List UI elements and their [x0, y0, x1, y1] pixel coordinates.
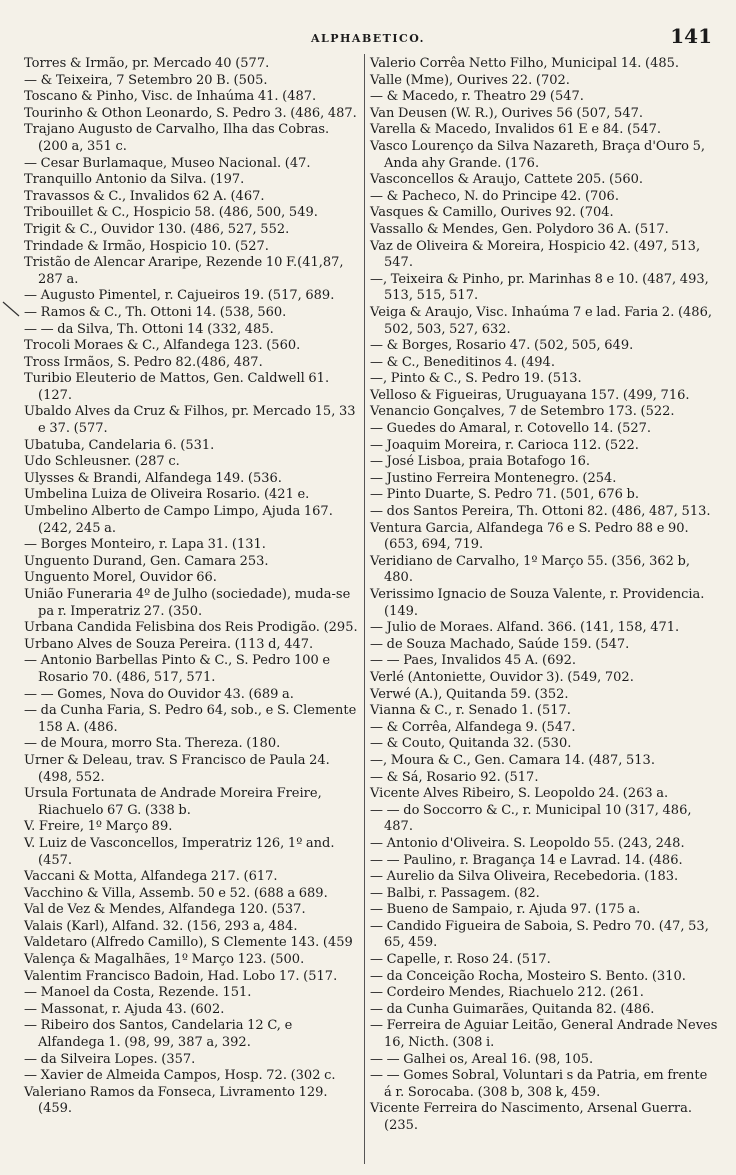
directory-entry: — Massonat, r. Ajuda 43. (602.: [24, 1001, 225, 1017]
margin-mark-icon: [2, 300, 20, 318]
directory-entry: V. Luiz de Vasconcellos, Imperatriz 126, 1º and. (457.: [24, 835, 335, 868]
directory-entry: Tross Irmãos, S. Pedro 82.(486, 487.: [24, 354, 263, 370]
directory-entry: — Ramos & C., Th. Ottoni 14. (538, 560.: [24, 304, 287, 320]
directory-entry: — Cesar Burlamaque, Museo Nacional. (47.: [24, 155, 311, 171]
directory-entry: Tranquillo Antonio da Silva. (197.: [24, 172, 245, 188]
directory-entry: Velloso & Figueiras, Uruguayana 157. (499, 716.: [370, 387, 690, 403]
directory-entry: Valeriano Ramos da Fonseca, Livramento 129. (459.: [24, 1084, 328, 1117]
directory-entry: — da Cunha Faria, S. Pedro 64, sob., e S. Clemente 158 A. (486.: [24, 703, 357, 735]
directory-entry: Trigit & C., Ouvidor 130. (486, 527, 552.: [24, 221, 290, 237]
directory-entry: Valle (Mme), Ourives 22. (702.: [370, 72, 570, 88]
directory-entry: Trocoli Moraes & C., Alfandega 123. (560.: [24, 338, 301, 354]
directory-entry: Turibio Eleuterio de Mattos, Gen. Caldwell 61. (127.: [24, 371, 330, 403]
directory-entry: — Xavier de Almeida Campos, Hosp. 72. (302 c.: [24, 1068, 336, 1084]
directory-entry: — — Paulino, r. Bragança 14 e Lavrad. 14. (486.: [370, 852, 683, 868]
directory-entry: — — da Silva, Th. Ottoni 14 (332, 485.: [24, 321, 274, 337]
directory-entry: — da Cunha Guimarães, Quitanda 82. (486.: [370, 1001, 655, 1017]
directory-entry: — de Moura, morro Sta. Thereza. (180.: [24, 736, 281, 752]
directory-entry: Tribouillet & C., Hospicio 58. (486, 500, 549.: [24, 205, 318, 221]
directory-entry: — & Teixeira, 7 Setembro 20 B. (505.: [24, 72, 268, 88]
directory-entry: Ventura Garcia, Alfandega 76 e S. Pedro 88 e 90. (653, 694, 719.: [370, 520, 689, 553]
directory-entry: Ursula Fortunata de Andrade Moreira Freire, Riachuelo 67 G. (338 b.: [24, 786, 322, 818]
directory-entry: — Justino Ferreira Montenegro. (254.: [370, 470, 617, 486]
directory-entry: — — Gomes, Nova do Ouvidor 43. (689 a.: [24, 686, 294, 702]
directory-entry: Vasques & Camillo, Ourives 92. (704.: [370, 205, 614, 221]
directory-entry: Urbana Candida Felisbina dos Reis Prodigão. (295.: [24, 620, 358, 636]
directory-entry: — Manoel da Costa, Rezende. 151.: [24, 985, 252, 1001]
column-divider: [364, 54, 365, 1164]
directory-entry: Umbelino Alberto de Campo Limpo, Ajuda 167. (242, 245 a.: [24, 504, 333, 536]
directory-entry: Vianna & C., r. Senado 1. (517.: [370, 703, 571, 719]
directory-entry: Ulysses & Brandi, Alfandega 149. (536.: [24, 470, 282, 486]
directory-entry: — Pinto Duarte, S. Pedro 71. (501, 676 b.: [370, 487, 639, 503]
directory-entry: — Candido Figueira de Saboia, S. Pedro 70. (47, 53, 65, 459.: [370, 918, 709, 951]
directory-entry: Vasco Lourenço da Silva Nazareth, Braça d'Ouro 5, Anda ahy Grande. (176.: [370, 138, 706, 171]
directory-entry: Urner & Deleau, trav. S Francisco de Paula 24. (498, 552.: [24, 752, 330, 785]
directory-entry: Torres & Irmão, pr. Mercado 40 (577.: [24, 56, 270, 71]
directory-entry: Valença & Magalhães, 1º Março 123. (500.: [24, 952, 305, 968]
directory-entry: — Augusto Pimentel, r. Cajueiros 19. (517, 689.: [24, 288, 335, 304]
directory-entry: — & Macedo, r. Theatro 29 (547.: [370, 89, 584, 105]
directory-entry: Valais (Karl), Alfand. 32. (156, 293 a, 484.: [24, 918, 298, 934]
directory-entry: — & Couto, Quitanda 32. (530.: [370, 736, 572, 752]
directory-entry: — Antonio Barbellas Pinto & C., S. Pedro 100 e Rosario 70. (486, 517, 571.: [24, 653, 331, 685]
directory-entry: — da Conceição Rocha, Mosteiro S. Bento. (310.: [370, 968, 686, 984]
directory-entry: — José Lisboa, praia Botafogo 16.: [370, 454, 591, 470]
directory-entry: Unguento Morel, Ouvidor 66.: [24, 570, 217, 586]
directory-entry: Ubaldo Alves da Cruz & Filhos, pr. Mercado 15, 33 e 37. (577.: [24, 404, 356, 437]
directory-entry: Tourinho & Othon Leonardo, S. Pedro 3. (486, 487.: [24, 105, 357, 121]
page-number: 141: [670, 24, 712, 48]
directory-entry: Venancio Gonçalves, 7 de Setembro 173. (522.: [370, 404, 675, 420]
directory-entry: Valentim Francisco Badoin, Had. Lobo 17. (517.: [24, 968, 338, 984]
directory-entry: Toscano & Pinho, Visc. de Inhaúma 41. (487.: [24, 89, 317, 105]
directory-entry: V. Freire, 1º Março 89.: [24, 819, 173, 835]
directory-entry: Trindade & Irmão, Hospicio 10. (527.: [24, 238, 269, 254]
directory-entry: Val de Vez & Mendes, Alfandega 120. (537.: [24, 902, 306, 918]
directory-entry: — & Corrêa, Alfandega 9. (547.: [370, 719, 576, 735]
directory-entry: Vacchino & Villa, Assemb. 50 e 52. (688 a 689.: [24, 885, 328, 901]
directory-entry: União Funeraria 4º de Julho (sociedade), muda-se pa r. Imperatriz 27. (350.: [24, 587, 351, 619]
directory-entry: Varella & Macedo, Invalidos 61 E e 84. (547.: [370, 122, 662, 138]
directory-entry: — — Gomes Sobral, Voluntari s da Patria, em frente á r. Sorocaba. (308 b, 308 k, 459.: [370, 1068, 708, 1100]
directory-entry: — Ferreira de Aguiar Leitão, General Andrade Neves 16, Nicth. (308 i.: [370, 1018, 718, 1051]
directory-entry: —, Teixeira & Pinho, pr. Marinhas 8 e 10. (487, 493, 513, 515, 517.: [370, 271, 709, 304]
directory-entry: Umbelina Luiza de Oliveira Rosario. (421 e.: [24, 487, 310, 503]
directory-entry: Udo Schleusner. (287 c.: [24, 454, 180, 470]
directory-entry: — — do Soccorro & C., r. Municipal 10 (317, 486, 487.: [370, 802, 692, 835]
directory-entry: Veiga & Araujo, Visc. Inhaúma 7 e lad. Faria 2. (486, 502, 503, 527, 632.: [370, 304, 712, 337]
page-header: [0, 8, 736, 48]
directory-entry: — & C., Beneditinos 4. (494.: [370, 354, 555, 370]
directory-entry: Valerio Corrêa Netto Filho, Municipal 14. (485.: [370, 56, 680, 71]
directory-entry: —, Moura & C., Gen. Camara 14. (487, 513.: [370, 752, 655, 768]
directory-entry: Van Deusen (W. R.), Ourives 56 (507, 547.: [370, 105, 644, 121]
directory-entry: Trajano Augusto de Carvalho, Ilha das Cobras. (200 a, 351 c.: [24, 122, 330, 154]
directory-entry: Verlé (Antoniette, Ouvidor 3). (549, 702.: [370, 669, 634, 685]
directory-entry: — Ribeiro dos Santos, Candelaria 12 C, e Alfandega 1. (98, 99, 387 a, 392.: [24, 1018, 293, 1051]
directory-entry: —, Pinto & C., S. Pedro 19. (513.: [370, 371, 582, 387]
directory-entry: — da Silveira Lopes. (357.: [24, 1051, 196, 1067]
directory-entry: — Borges Monteiro, r. Lapa 31. (131.: [24, 537, 266, 553]
directory-entry: — Antonio d'Oliveira. S. Leopoldo 55. (243, 248.: [370, 835, 685, 851]
directory-entry: Vassallo & Mendes, Gen. Polydoro 36 A. (517.: [370, 221, 669, 237]
directory-entry: — Julio de Moraes. Alfand. 366. (141, 158, 471.: [370, 620, 680, 636]
directory-entry: Ubatuba, Candelaria 6. (531.: [24, 437, 215, 453]
directory-entry: Veridiano de Carvalho, 1º Março 55. (356, 362 b, 480.: [370, 553, 690, 586]
directory-entry: Urbano Alves de Souza Pereira. (113 d, 447.: [24, 636, 314, 652]
directory-entry: Verwé (A.), Quitanda 59. (352.: [370, 686, 569, 702]
directory-entry: — & Sá, Rosario 92. (517.: [370, 769, 539, 785]
directory-entry: Unguento Durand, Gen. Camara 253.: [24, 553, 269, 569]
directory-entry: — — Paes, Invalidos 45 A. (692.: [370, 653, 577, 669]
directory-entry: — Aurelio da Silva Oliveira, Recebedoria. (183.: [370, 869, 679, 885]
directory-entry: — Guedes do Amaral, r. Cotovello 14. (527.: [370, 421, 652, 437]
directory-entry: Vicente Alves Ribeiro, S. Leopoldo 24. (263 a.: [370, 786, 669, 802]
directory-entry: — Bueno de Sampaio, r. Ajuda 97. (175 a.: [370, 902, 641, 918]
directory-entry: — Capelle, r. Roso 24. (517.: [370, 952, 551, 968]
directory-entry: Vasconcellos & Araujo, Cattete 205. (560.: [370, 172, 644, 188]
left-column: [24, 56, 360, 1118]
directory-entry: — & Pacheco, N. do Principe 42. (706.: [370, 188, 619, 204]
directory-entry: — — Galhei os, Areal 16. (98, 105.: [370, 1051, 594, 1067]
right-column: [370, 56, 718, 1135]
directory-entry: — & Borges, Rosario 47. (502, 505, 649.: [370, 338, 634, 354]
running-head: ALPHABETICO.: [310, 32, 425, 45]
directory-entry: — dos Santos Pereira, Th. Ottoni 82. (486, 487, 513.: [370, 504, 711, 520]
directory-entry: Verissimo Ignacio de Souza Valente, r. Providencia. (149.: [370, 587, 705, 619]
directory-entry: Vaz de Oliveira & Moreira, Hospicio 42. (497, 513, 547.: [370, 238, 701, 271]
directory-entry: — de Souza Machado, Saúde 159. (547.: [370, 636, 630, 652]
directory-entry: Vicente Ferreira do Nascimento, Arsenal Guerra. (235.: [370, 1101, 692, 1133]
directory-entry: — Balbi, r. Passagem. (82.: [370, 885, 540, 901]
directory-entry: — Joaquim Moreira, r. Carioca 112. (522.: [370, 437, 639, 453]
directory-entry: Valdetaro (Alfredo Camillo), S Clemente 143. (459: [24, 935, 353, 951]
directory-entry: Vaccani & Motta, Alfandega 217. (617.: [24, 869, 278, 885]
directory-entry: Travassos & C., Invalidos 62 A. (467.: [24, 188, 265, 204]
directory-entry: Tristão de Alencar Araripe, Rezende 10 F.(41,87, 287 a.: [24, 255, 344, 287]
directory-entry: — Cordeiro Mendes, Riachuelo 212. (261.: [370, 985, 644, 1001]
